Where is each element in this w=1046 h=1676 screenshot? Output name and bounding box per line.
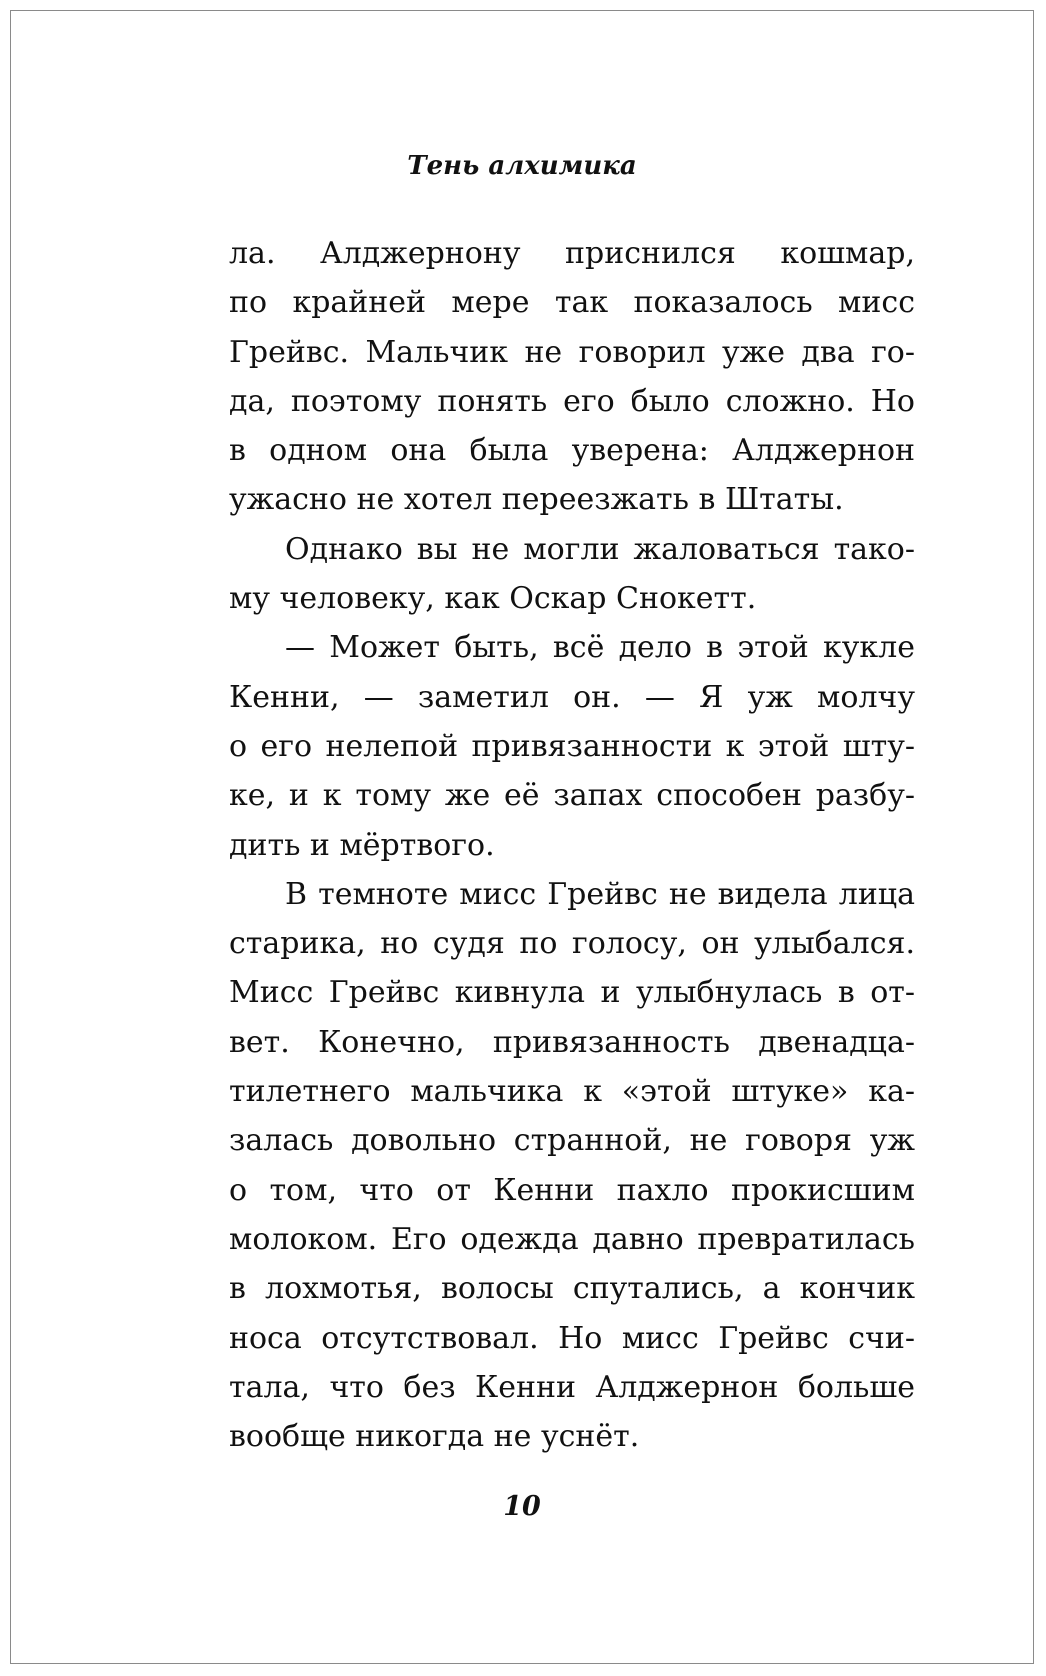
text-line: му человеку, как Оскар Снокетт. [229,581,757,617]
text-line: Кенни, — заметил он. — Я уж молчу [229,679,915,715]
text-line: Грейвс. Мальчик не говорил уже два го- [229,334,915,370]
text-line: ке, и к тому же её запах способен разбу- [229,778,915,814]
text-line: вообще никогда не уснёт. [229,1419,640,1455]
text-line: в одном она была уверена: Алджернон [229,433,915,469]
body-text [229,229,915,1461]
page-number: 10 [503,1491,541,1522]
running-head: Тень алхимика [407,151,637,181]
text-line: о его нелепой привязанности к этой шту- [229,728,915,764]
text-line: тала, что без Кенни Алджернон больше [229,1369,915,1405]
text-line: вет. Конечно, привязанность двенадца- [229,1024,915,1060]
text-line: залась довольно странной, не говоря уж [229,1123,915,1159]
text-line: носа отсутствовал. Но мисс Грейвс счи- [229,1320,915,1356]
text-line: старика, но судя по голосу, он улыбался. [229,926,915,962]
text-line: о том, что от Кенни пахло прокисшим [229,1172,915,1208]
text-line: в лохмотья, волосы спутались, а кончик [229,1271,915,1307]
text-line: дить и мёртвого. [229,827,495,863]
text-line: да, поэтому понять его было сложно. Но [229,383,915,419]
text-line: ла. Алджернону приснился кошмар, [229,236,915,271]
text-line: по крайней мере так показалось мисс [229,285,915,321]
text-line: ужасно не хотел переезжать в Штаты. [229,482,844,518]
text-line: молоком. Его одежда давно превратилась [229,1221,915,1257]
text-line: Однако вы не могли жаловаться тако- [285,531,915,567]
text-line: Мисс Грейвс кивнула и улыбнулась в от- [229,975,915,1011]
text-line: В темноте мисс Грейвс не видела лица [285,876,915,912]
text-line: тилетнего мальчика к «этой штуке» ка- [229,1074,915,1110]
text-line: — Может быть, всё дело в этой кукле [285,630,915,666]
book-page [10,10,1034,1664]
